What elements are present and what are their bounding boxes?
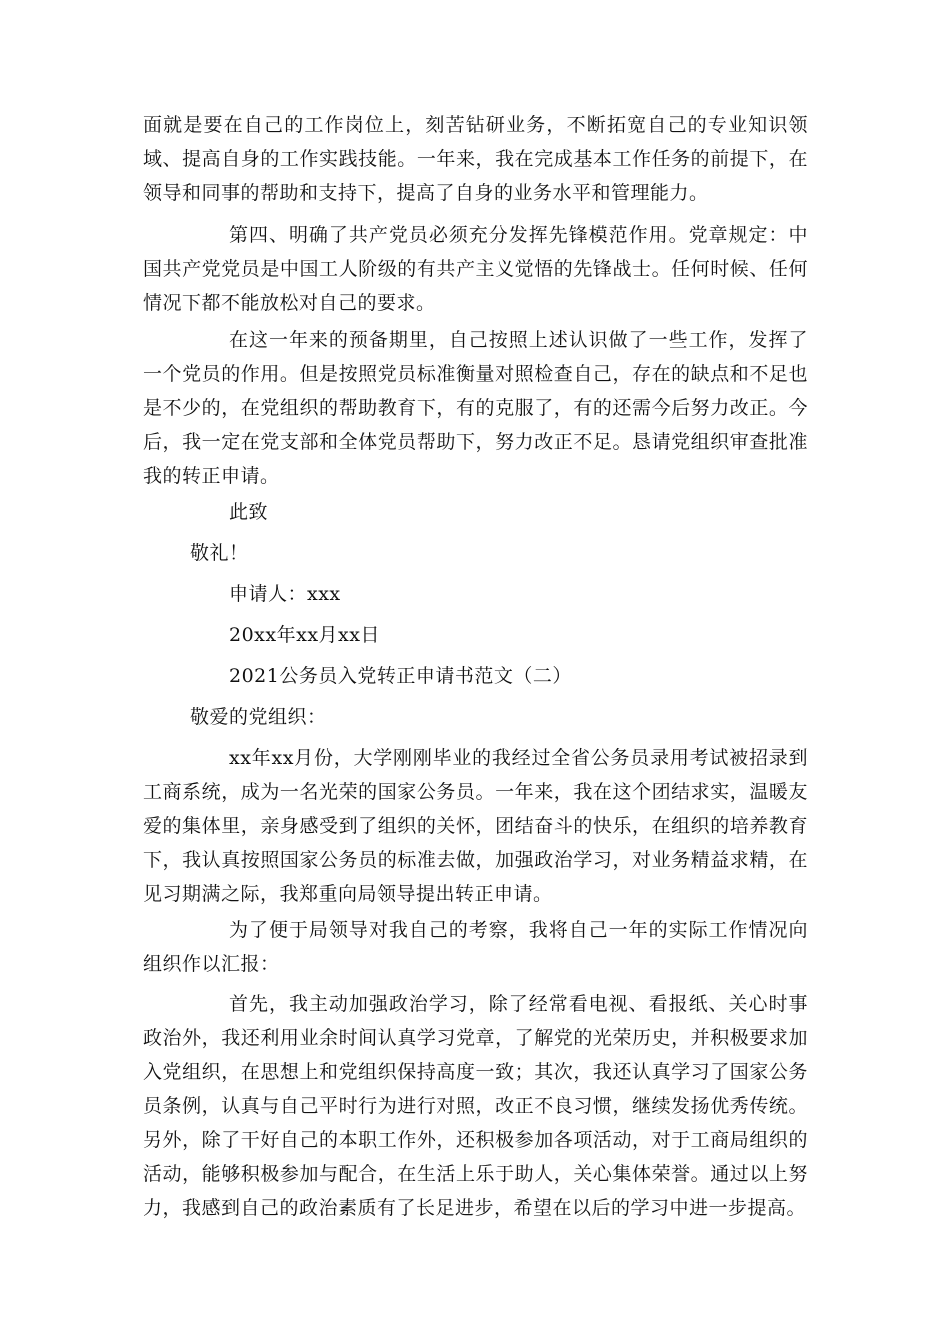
paragraph-5: 为了便于局领导对我自己的考察，我将自己一年的实际工作情况向组织作以汇报： [143,919,808,975]
paragraph-3: 在这一年来的预备期里，自己按照上述认识做了一些工作，发挥了一个党员的作用。但是按照党员标准衡量对照检查自己，存在的缺点和不足也是不少的，在党组织的帮助教育下，有的克服了，有的还需今后努力改正。今后，我一定在党支部和全体党员帮助下，努力改正不足。恳请党组织审查批准我的转正申请。 [143,329,808,487]
section-title: 2021公务员入党转正申请书范文（二） [229,665,572,687]
paragraph-2: 第四、明确了共产党员必须充分发挥先锋模范作用。党章规定：中国共产党党员是中国工人阶级的有共产主义觉悟的先锋战士。任何时候、任何情况下都不能放松对自己的要求。 [143,224,808,314]
date-line: 20xx年xx月xx日 [229,624,380,646]
greeting-line: 敬爱的党组织： [190,706,327,728]
paragraph-1: 面就是要在自己的工作岗位上，刻苦钻研业务，不断拓宽自己的专业知识领域、提高自身的工作实践技能。一年来，我在完成基本工作任务的前提下，在领导和同事的帮助和支持下，提高了自身的业务水平和管理能力。 [143,114,808,204]
paragraph-6: 首先，我主动加强政治学习，除了经常看电视、看报纸、关心时事政治外，我还利用业余时间认真学习党章，了解党的光荣历史，并积极要求加入党组织，在思想上和党组织保持高度一致；其次，我还认真学习了国家公务员条例，认真与自己平时行为进行对照，改正不良习惯，继续发扬优秀传统。另外，除了干好自己的本职工作外，还积极参加各项活动，对于工商局组织的活动，能够积极参加与配合，在生活上乐于助人，关心集体荣誉。通过以上努力，我感到自己的政治素质有了长足进步，希望在以后的学习中进一步提高。 [143,993,808,1219]
paragraph-4: xx年xx月份，大学刚刚毕业的我经过全省公务员录用考试被招录到工商系统，成为一名光荣的国家公务员。一年来，我在这个团结求实，温暖友爱的集体里，亲身感受到了组织的关怀，团结奋斗的快乐，在组织的培养教育下，我认真按照国家公务员的标准去做，加强政治学习，对业务精益求精，在见习期满之际，我郑重向局领导提出转正申请。 [143,747,808,905]
closing-text: 此致 [229,501,269,523]
salute-text: 敬礼！ [190,542,249,564]
applicant-line: 申请人：xxx [229,583,341,605]
